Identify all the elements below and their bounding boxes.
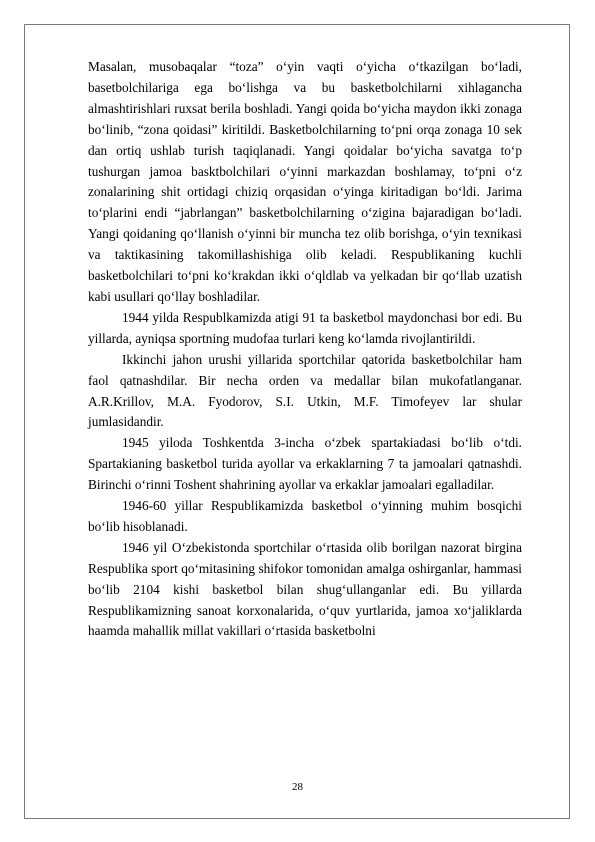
paragraph-2: 1944 yilda Respublkamizda atigi 91 ta basketbol maydonchasi bor edi. Bu yillarda, ayniqsa sportning mudofaa turlari keng ko‘lamda rivojlantirildi. xyxy=(88,309,522,346)
document-body xyxy=(88,57,522,642)
paragraph-1: Masalan, musobaqalar “toza” o‘yin vaqti o‘yicha o‘tkazilgan bo‘ladi, basetbolchilariga ega bo‘lishga va bu basketbolchilarni xihlagancha almashtirishlari ruxsat berila boshladi. Yangi qoida bo‘yicha maydon ikki zonaga bo‘linib, “zona qoidasi” kiritildi. Basketbolchilarning to‘pni orqa zonaga 10 sek dan ortiq ushlab turish taqiqlanadi. Yangi qoidalar bo‘yicha savatga to‘p tushurgan jamoa basktbolchilari o‘yinni markazdan boshlamay, to‘pni o‘z zonalarining shit ortidagi chiziq orqasidan o‘yinga kiritadigan bo‘ldi. Jarima to‘plarini endi “jabrlangan” basketbolchilarning o‘zigina bajaradigan bo‘ladi. Yangi qoidaning qo‘llanish o‘yinni bir muncha tez olib borishga, o‘yin texnikasi va taktikasining takomillashishiga olib keladi. Respublikaning kuchli basketbolchilari to‘pni ko‘krakdan ikki o‘qldlab va yelkadan bir qo‘llab uzatish kabi usullari qo‘llay boshladilar. xyxy=(88,59,522,304)
page-number: 28 xyxy=(292,781,303,793)
paragraph-5: 1946-60 yillar Respublikamizda basketbol o‘yinning muhim bosqichi bo‘lib hisoblanadi. xyxy=(88,498,522,534)
paragraph-4: 1945 yiloda Toshkentda 3-incha o‘zbek spartakiadasi bo‘lib o‘tdi. Spartakianing basketbol turida ayollar va erkaklarning 7 ta jamoalari qatnashdi. Birinchi o‘rinni Toshent shahrining ayollar va erkaklar jamoalari egalladilar. xyxy=(88,435,522,493)
paragraph-6: 1946 yil O‘zbekistonda sportchilar o‘rtasida olib borilgan nazorat birgina Respublika sport qo‘mitasining shifokor tomonidan amalga oshirganlar, hammasi bo‘lib 2104 kishi basketbol bilan shug‘ullanganlar edi. Bu yillarda Respublikamizning sanoat korxonalarida, o‘quv yurtlarida, jamoa xo‘jaliklarda haamda mahallik millat vakillari o‘rtasida basketbolni xyxy=(88,539,522,639)
paragraph-3: Ikkinchi jahon urushi yillarida sportchilar qatorida basketbolchilar ham faol qatnashdilar. Bir necha orden va medallar bilan mukofatlanganar. A.R.Krillov, M.A. Fyodorov, S.I. Utkin, M.F. Timofeyev lar shular jumlasidandir. xyxy=(88,351,522,430)
